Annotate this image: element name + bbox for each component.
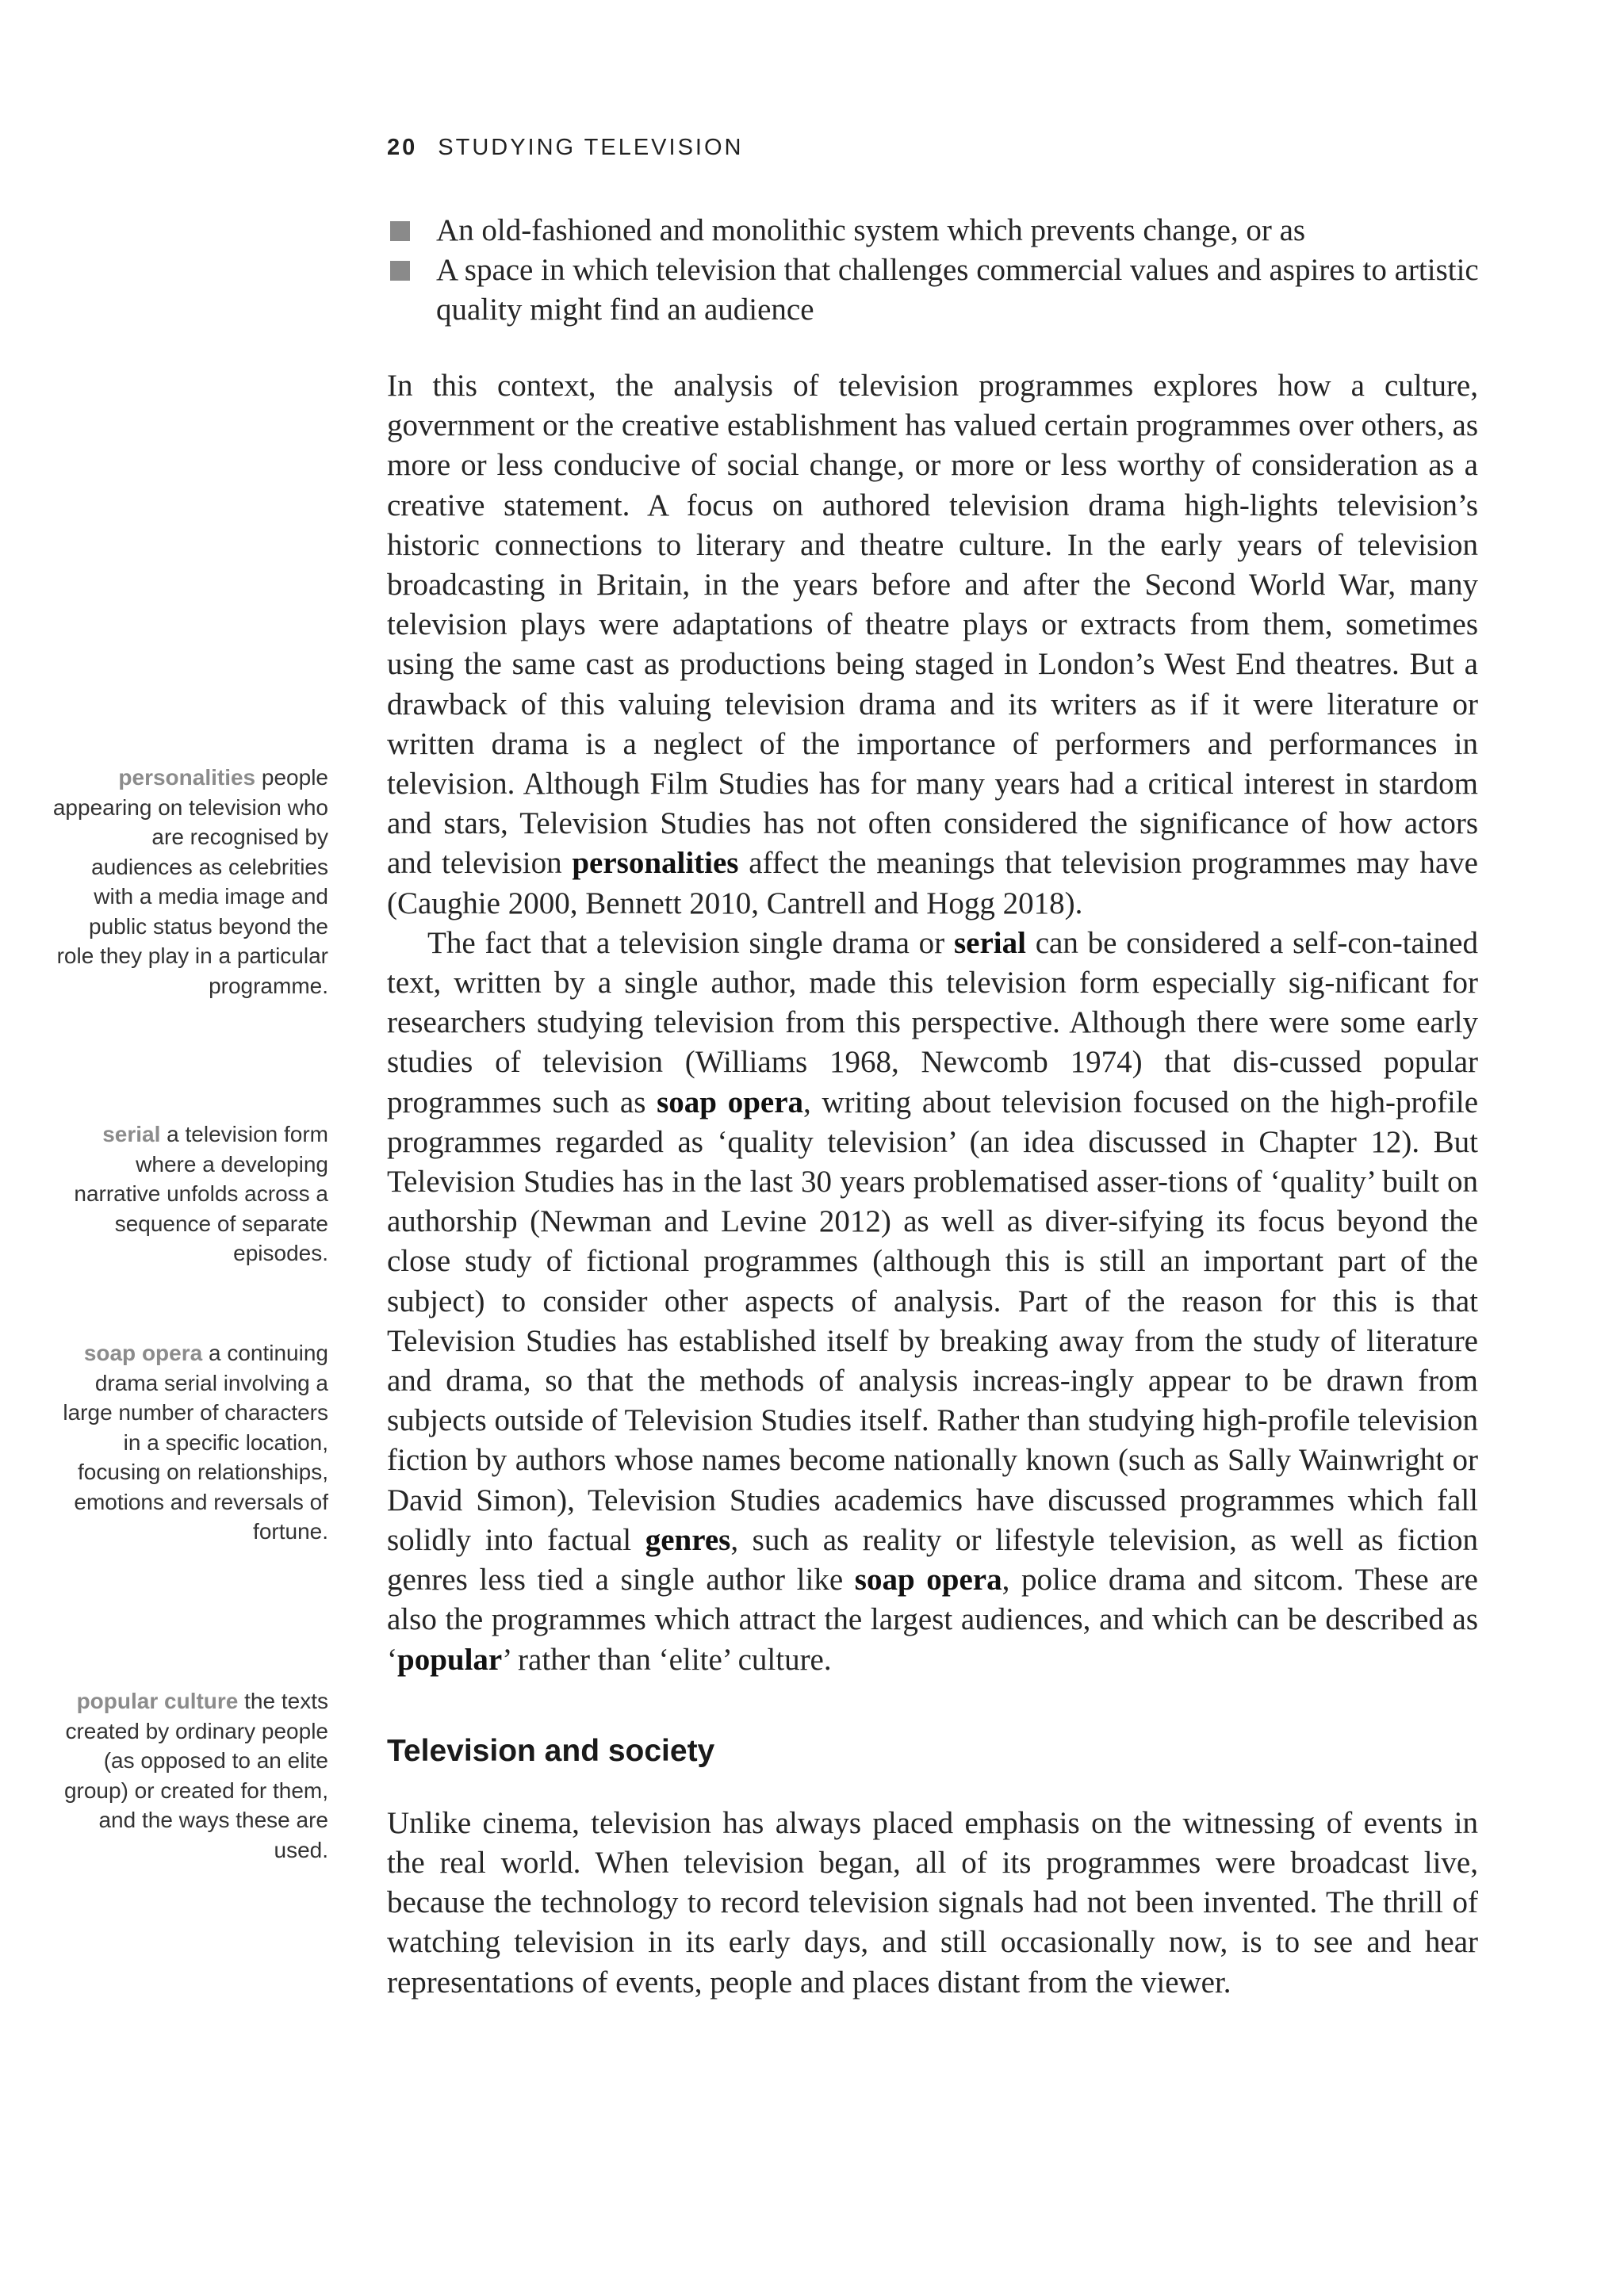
text-run: , such as reality or lifestyle television, as well as fiction genres less tied a single author like: [387, 1522, 1478, 1598]
running-header: [387, 135, 743, 161]
paragraph-television-society: Unlike cinema, television has always placed emphasis on the witnessing of events in the real world. When television began, all of its programmes were broadcast live, because the technology to record television signals had not been invented. The thrill of watching television in its early days, and still occasionally now, is to see and hear representations of events, people and places distant from the viewer.: [387, 1805, 1478, 1999]
glossary-term: popular culture: [76, 1689, 239, 1713]
bullet-list: [387, 211, 1481, 330]
glossary-soap-opera: [48, 1338, 328, 1547]
text-run: affect the meanings that television programmes may have (Caughie 2000, Bennett 2010, Cantrell and Hogg 2018).: [387, 846, 1478, 920]
glossary-personalities: [48, 763, 328, 1001]
square-bullet-icon: [390, 221, 410, 241]
keyword-genres: genres: [645, 1522, 731, 1557]
square-bullet-icon: [390, 261, 410, 281]
keyword-popular: popular: [397, 1642, 503, 1677]
text-run: The fact that a television single drama or: [427, 925, 954, 960]
list-item: [387, 251, 1481, 330]
glossary-definition: a television form where a developing narrative unfolds across a sequence of separate episodes.: [74, 1122, 328, 1265]
glossary-term: personalities: [118, 765, 256, 790]
running-title: STUDYING TELEVISION: [438, 135, 744, 160]
main-text-column: [387, 366, 1478, 2003]
text-run: can be considered a self-con-tained text, written by a single author, made this television form especially sig-nificant for researchers studying television from this perspective. Although there were some early studies of television (Williams 1968, Newcomb 1974) that dis-cussed popular programmes such as: [387, 925, 1478, 1119]
glossary-term: soap opera: [83, 1341, 203, 1365]
keyword-serial: serial: [953, 925, 1026, 960]
text-run: , writing about television focused on the high-profile programmes regarded as ‘quality television’ (an idea discussed in Chapter 12). But Television Studies has in the last 30 years problematised asser-tions of ‘quality’ built on authorship (Newman and Levine 2012) as well as diver-sifying its focus beyond the close study of fictional programmes (although this is still an important part of the subject) to consider other aspects of analysis. Part of the reason for this is that Television Studies has established itself by breaking away from the study of literature and drama, so that the methods of analysis increas-ingly appear to be drawn from subjects outside of Television Studies itself. Rather than studying high-profile television fiction by authors whose names become nationally known (such as Sally Wainwright or David Simon), Television Studies academics have discussed programmes which fall solidly into factual: [387, 1085, 1478, 1557]
list-item: [387, 211, 1481, 251]
keyword-soap-opera: soap opera: [854, 1563, 1002, 1598]
text-run: , police drama and sitcom. These are also the programmes which attract the largest audiences, and which can be described as ‘: [387, 1563, 1478, 1677]
page-number: 20: [387, 135, 418, 160]
glossary-definition: people appearing on television who are recognised by audiences as celebrities with a media image and public status beyond the role they play in a particular programme.: [52, 765, 328, 998]
paragraph-context: [387, 366, 1478, 924]
glossary-definition: the texts created by ordinary people (as opposed to an elite group) or created for them, and the ways these are used.: [63, 1689, 328, 1862]
bullet-text: A space in which television that challenges commercial values and aspires to artistic quality might find an audience: [436, 253, 1479, 327]
section-heading: Television and society: [387, 1733, 715, 1768]
text-run: In this context, the analysis of television programmes explores how a culture, government or the creative establishment has valued certain programmes over others, as more or less conducive of social change, or more or less worthy of consideration as a creative statement. A focus on authored television drama high-lights television’s historic connections to literary and theatre culture. In the early years of television broadcasting in Britain, in the years before and after the Second World War, many television plays were adaptations of theatre plays or extracts from them, sometimes using the same cast as productions being staged in London’s West End theatres. But a drawback of this valuing television drama and its writers as if it were literature or written drama is a neglect of the importance of performers and performances in television. Although Film Studies has for many years had a critical interest in stardom and stars, Television Studies has not often considered the significance of how actors and television: [387, 369, 1478, 881]
glossary-term: serial: [102, 1122, 161, 1146]
keyword-personalities: personalities: [572, 846, 739, 881]
paragraph-single-drama: [387, 924, 1478, 1680]
keyword-soap-opera: soap opera: [657, 1085, 804, 1119]
glossary-popular-culture: [48, 1686, 328, 1865]
bullet-text: An old-fashioned and monolithic system which prevents change, or as: [436, 213, 1306, 247]
text-run: ’ rather than ‘elite’ culture.: [502, 1642, 832, 1677]
glossary-serial: [48, 1119, 328, 1269]
glossary-definition: a continuing drama serial involving a large number of characters in a specific location, focusing on relationships, emotions and reversals of fortune.: [63, 1341, 328, 1544]
